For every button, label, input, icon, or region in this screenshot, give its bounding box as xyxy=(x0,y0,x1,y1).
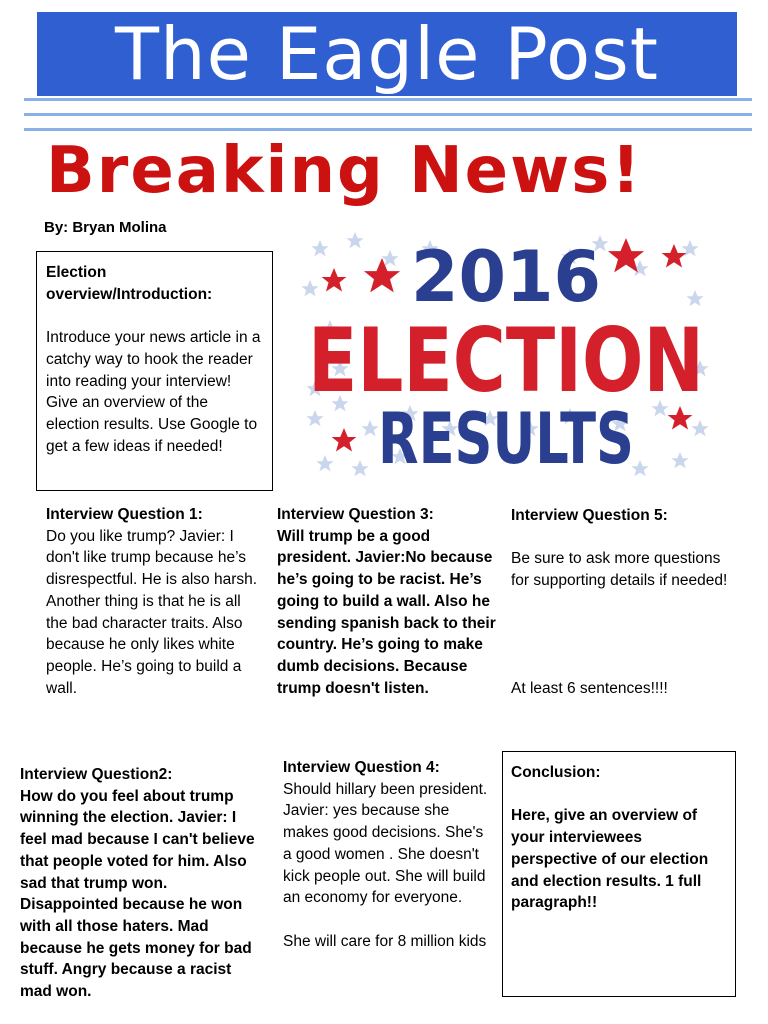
header-rule-bottom xyxy=(24,128,752,131)
graphic-year: 2016 xyxy=(411,236,601,318)
question-4-body-extra: She will care for 8 million kids xyxy=(283,932,487,950)
question-4-heading: Interview Question 4: xyxy=(283,759,440,776)
red-star-icon xyxy=(332,428,357,452)
light-star-icon xyxy=(316,455,333,471)
light-star-icon xyxy=(361,420,378,436)
question-3-body: Will trump be a good president. Javier:No because he’s going to be racist. He’s going to build a wall. Also he sending spanish back to their country. He’s going to make dumb decisions. Because trump doesn't listen. xyxy=(277,527,496,697)
election-results-graphic xyxy=(300,229,712,480)
question-5-heading: Interview Question 5: xyxy=(511,507,668,524)
graphic-election-text: ELECTION xyxy=(308,309,704,412)
light-star-icon xyxy=(301,280,318,296)
question-3-heading: Interview Question 3: xyxy=(277,506,434,523)
intro-body: Introduce your news article in a catchy way to hook the reader into reading your interview! Give an overview of the election results. Use Google to get a few ideas if needed! xyxy=(46,329,261,455)
question-1-block xyxy=(46,504,264,699)
question-2-heading: Interview Question2: xyxy=(20,766,173,783)
question-3-block xyxy=(277,504,499,699)
conclusion-box xyxy=(502,751,736,997)
masthead-banner xyxy=(37,12,737,96)
red-star-icon xyxy=(662,244,687,268)
header-rule-top xyxy=(24,98,752,101)
conclusion-body: Here, give an overview of your interviewees perspective of our election and election results. 1 full paragraph!! xyxy=(511,807,709,912)
question-1-body: Do you like trump? Javier: I don't like trump because he’s disrespectful. He is also harsh. Another thing is that he is all the bad character traits. Also because he only likes white people. He’s going to build a wall. xyxy=(46,527,258,697)
conclusion-heading: Conclusion: xyxy=(511,764,601,781)
question-2-body: How do you feel about trump winning the election. Javier: I feel mad because I can't believe that people voted for him. Also sad that trump won. Disappointed because he won with all those haters. Mad because he gets money for bad stuff. Angry because a racist mad won. xyxy=(20,787,255,1001)
red-star-icon xyxy=(322,268,347,292)
light-star-icon xyxy=(306,410,323,426)
question-5-reminder: At least 6 sentences!!!! xyxy=(511,679,668,697)
intro-box xyxy=(36,251,273,491)
question-4-block xyxy=(283,757,493,952)
question-1-heading: Interview Question 1: xyxy=(46,506,203,523)
light-star-icon xyxy=(351,460,368,476)
light-star-icon xyxy=(671,452,688,468)
graphic-results-text: RESULTS xyxy=(378,398,634,480)
question-4-body: Should hillary been president. Javier: yes because she makes good decisions. She's a good women . She doesn't kick people out. She will build an economy for everyone. xyxy=(283,780,488,907)
question-2-block xyxy=(20,764,262,1003)
light-star-icon xyxy=(346,232,363,248)
header-rule-middle xyxy=(24,113,752,116)
light-star-icon xyxy=(686,290,703,306)
election-graphic-svg xyxy=(300,229,712,480)
question-5-block xyxy=(511,505,733,700)
light-star-icon xyxy=(631,460,648,476)
light-star-icon xyxy=(311,240,328,256)
light-star-icon xyxy=(691,420,708,436)
byline: By: Bryan Molina xyxy=(44,219,167,236)
intro-heading: Election overview/Introduction: xyxy=(46,264,213,303)
question-5-body: Be sure to ask more questions for supporting details if needed! xyxy=(511,550,728,590)
headline: Breaking News! xyxy=(46,134,643,208)
newspaper-title: The Eagle Post xyxy=(115,12,659,96)
